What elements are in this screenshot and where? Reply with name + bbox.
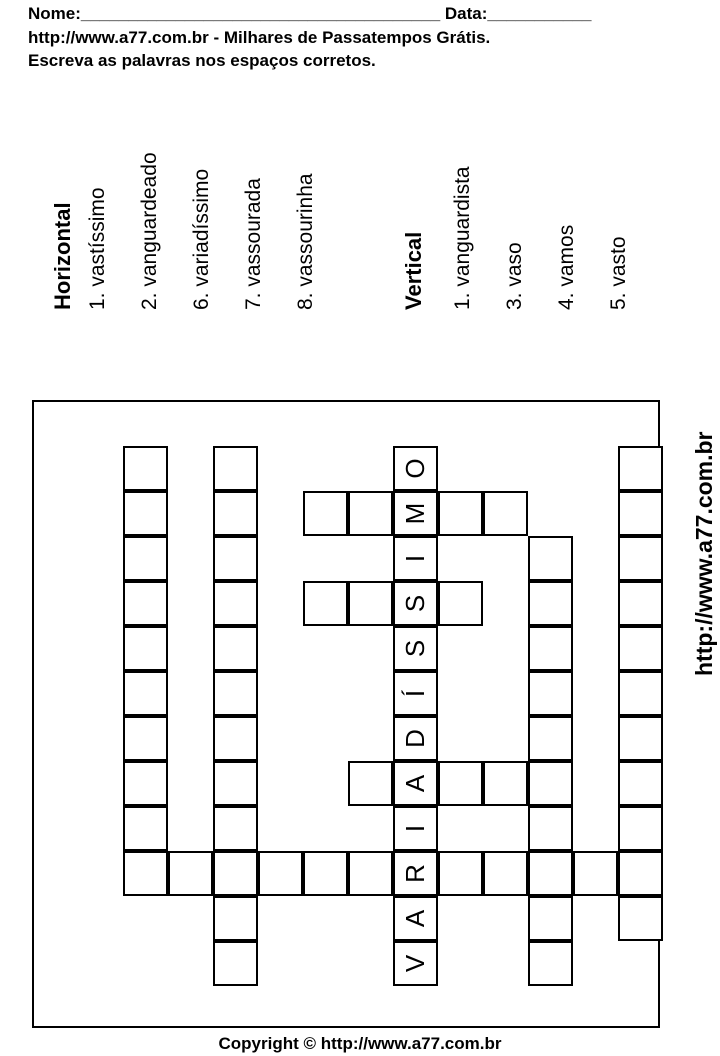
grid-cell[interactable] [528, 536, 573, 581]
clue-item: 7. vassourada [242, 178, 265, 310]
clue-item: 2. vanguardeado [138, 152, 161, 310]
grid-cell[interactable] [438, 851, 483, 896]
grid-cell[interactable] [303, 851, 348, 896]
grid-letter: Í [400, 689, 430, 698]
clue-item: 6. variadíssimo [190, 168, 213, 310]
grid-cell[interactable] [213, 671, 258, 716]
grid-cell[interactable] [348, 761, 393, 806]
grid-cell[interactable] [528, 581, 573, 626]
clue-item: 8. vassourinha [294, 173, 317, 310]
grid-letter: V [400, 954, 430, 973]
grid-cell[interactable] [438, 581, 483, 626]
grid-cell[interactable] [618, 581, 663, 626]
grid-cell[interactable] [618, 761, 663, 806]
instructions: Escreva as palavras nos espaços corretos. [28, 51, 376, 70]
grid-cell[interactable] [213, 491, 258, 536]
grid-cell[interactable] [123, 491, 168, 536]
grid-cell[interactable] [213, 626, 258, 671]
grid-cell[interactable] [123, 761, 168, 806]
grid-cell[interactable] [213, 851, 258, 896]
grid-cell[interactable] [213, 716, 258, 761]
grid-cell[interactable] [528, 671, 573, 716]
grid-cell[interactable] [213, 446, 258, 491]
grid-cell[interactable] [483, 851, 528, 896]
name-date-line: Nome:______________________________________ Data:___________ [28, 4, 592, 23]
clue-list [30, 95, 680, 310]
puzzle-frame [32, 400, 660, 1028]
horizontal-heading: Horizontal [50, 202, 75, 310]
grid-cell[interactable] [168, 851, 213, 896]
clue-item: 5. vasto [607, 236, 630, 310]
grid-cell[interactable] [438, 761, 483, 806]
grid-cell[interactable] [528, 941, 573, 986]
grid-cell[interactable] [528, 761, 573, 806]
grid-letter: S [400, 594, 430, 613]
clue-item: 1. vanguardista [451, 166, 474, 310]
grid-cell[interactable] [618, 491, 663, 536]
grid-cell[interactable] [618, 626, 663, 671]
grid-cell[interactable] [618, 716, 663, 761]
grid-cell[interactable] [213, 536, 258, 581]
grid-letter: R [400, 864, 430, 883]
grid-cell[interactable] [483, 491, 528, 536]
site-line: http://www.a77.com.br - Milhares de Passatempos Grátis. [28, 28, 491, 47]
grid-cell[interactable] [573, 851, 618, 896]
grid-cell[interactable] [528, 806, 573, 851]
grid-cell[interactable] [483, 761, 528, 806]
grid-cell[interactable] [303, 581, 348, 626]
grid-cell[interactable] [123, 806, 168, 851]
grid-cell[interactable] [528, 896, 573, 941]
grid-cell[interactable] [213, 581, 258, 626]
grid-cell[interactable] [618, 671, 663, 716]
grid-letter: O [400, 458, 430, 479]
copyright-footer: Copyright © http://www.a77.com.br [218, 1034, 502, 1053]
grid-cell[interactable] [123, 581, 168, 626]
grid-letter: D [400, 729, 430, 748]
grid-letter: S [400, 639, 430, 658]
grid-cell[interactable] [123, 536, 168, 581]
grid-cell[interactable] [303, 491, 348, 536]
grid-cell[interactable] [213, 941, 258, 986]
grid-cell[interactable] [213, 761, 258, 806]
grid-cell[interactable] [618, 536, 663, 581]
clue-item: 4. vamos [555, 224, 578, 310]
grid-cell[interactable] [528, 716, 573, 761]
grid-cell[interactable] [438, 491, 483, 536]
clue-item: 3. vaso [503, 242, 526, 310]
grid-cell[interactable] [528, 851, 573, 896]
grid-cell[interactable] [258, 851, 303, 896]
grid-cell[interactable] [123, 716, 168, 761]
grid-letter: I [400, 554, 430, 563]
grid-cell[interactable] [618, 896, 663, 941]
grid-cell[interactable] [528, 626, 573, 671]
grid-cell[interactable] [618, 806, 663, 851]
grid-letter: A [400, 774, 430, 793]
grid-cell[interactable] [213, 896, 258, 941]
grid-letter: I [400, 824, 430, 833]
side-url: http://www.a77.com.br [691, 431, 717, 676]
vertical-heading: Vertical [401, 231, 426, 310]
grid-cell[interactable] [618, 446, 663, 491]
grid-cell[interactable] [213, 806, 258, 851]
grid-cell[interactable] [348, 581, 393, 626]
grid-cell[interactable] [618, 851, 663, 896]
grid-cell[interactable] [348, 491, 393, 536]
grid-cell[interactable] [348, 851, 393, 896]
clue-item: 1. vastíssimo [86, 187, 109, 310]
grid-cell[interactable] [123, 626, 168, 671]
grid-cell[interactable] [123, 446, 168, 491]
grid-letter: A [400, 909, 430, 928]
grid-cell[interactable] [123, 671, 168, 716]
grid-letter: M [400, 502, 430, 525]
grid-cell[interactable] [123, 851, 168, 896]
